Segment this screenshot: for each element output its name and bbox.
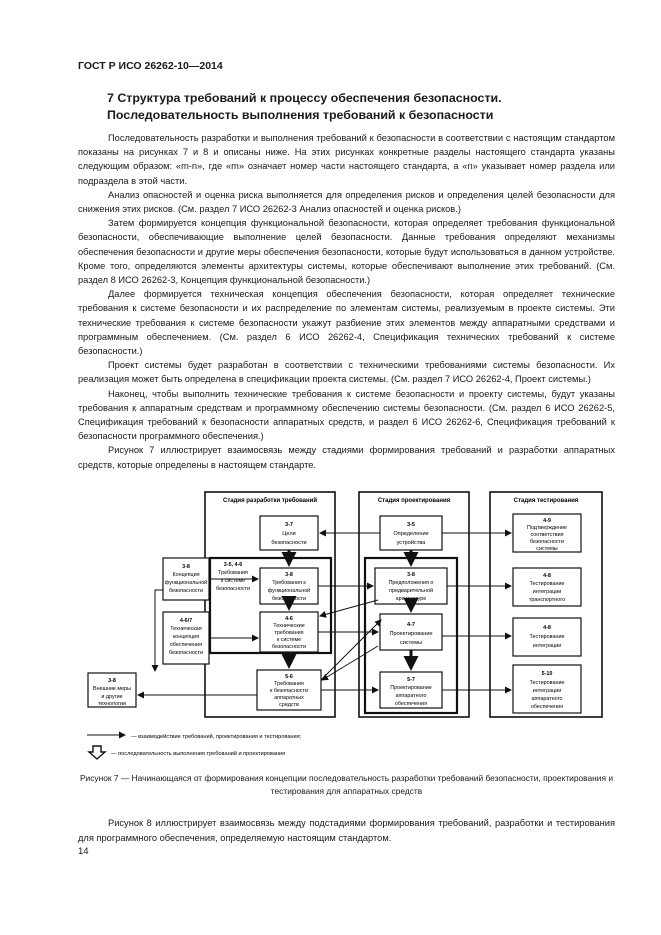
- process-diagram: [85, 490, 610, 765]
- section-title: [107, 90, 587, 124]
- svg-text:5-7Проектированиеаппаратногооб: 5-7 Проектирование аппаратного обеспечения: [390, 677, 432, 707]
- svg-text:4-7Проектированиесистемы: 4-7 Проектирование системы: [389, 622, 433, 646]
- paragraph-4: Далее формируется техническая концепция обеспечения безопасности, которая определяет технические требования к системе безопасности и их распределение по элементам системы, реализуемым в проекте системы. Эти технические требования к системе безопасности укажут разбиение этих элементов между аппаратными средствами и программным обеспечением. (См. раздел 6 ИСО 26262-4, Спецификация технических требований к системе безопасности.): [78, 289, 615, 357]
- paragraph-6: Наконец, чтобы выполнить технические требования к системе безопасности и проекту системы, будут указаны требования к аппаратным средствам и программному обеспечению системы безопасности. (См. раздел 6 ИСО 26262-5, Спецификация требований к безопасности аппаратных средств, и раздел 6 ИСО 26262-6, Спецификация требований к безопасности программного обеспечения.): [78, 388, 615, 442]
- box-5-10-hardware-integration-test: [513, 665, 581, 713]
- box-4-8-system-integration-test: [513, 618, 581, 656]
- figure-caption: Рисунок 7 — Начинающаяся от формирования концепции последовательность разработки требований безопасности, проектирования и тестирования для аппаратных средств: [79, 773, 614, 796]
- svg-text:4-8Тестированиеинтеграциитранс: 4-8 Тестирование интеграции транспортного: [528, 573, 566, 603]
- stage-header-testing: Стадия тестирования: [513, 498, 579, 504]
- legend-interaction: [87, 733, 302, 740]
- svg-text:3-8Предположения опредваритель: 3-8 Предположения о предварительной архитектуре: [388, 572, 434, 602]
- section-title-line-2: Последовательность выполнения требований к безопасности: [107, 108, 494, 122]
- svg-text:3-8Концепцияфункциональнойбезо: 3-8 Концепция функциональной безопасности: [164, 564, 208, 594]
- svg-text:3-7Целибезопасности: 3-7 Цели безопасности: [271, 522, 307, 546]
- figure-7: [85, 490, 610, 770]
- svg-text:3-8Внешние мерыи другиетехноло: 3-8 Внешние меры и другие технологии: [93, 678, 131, 707]
- svg-text:5-6Требованияк безопасностиапп: 5-6 Требования к безопасности аппаратных средств: [270, 674, 308, 708]
- svg-text:4-8Тестированиеинтеграции: 4-8 Тестирование интеграции: [529, 625, 565, 649]
- svg-text:4-9Подтверждениесоответствиябе: 4-9 Подтверждение соответствия безопасности системы: [527, 518, 567, 552]
- paragraph-1: Последовательность разработки и выполнения требований к безопасности в соответствии с настоящим стандартом показаны на рисунках 7 и 8 и описаны ниже. На этих рисунках конкретные разделы настоящего стандарта указаны следующим образом: «m-n», где «m» означает номер части настоящего стандарта, а «n» указывает номер раздела или подраздела в этой части.: [78, 133, 615, 186]
- paragraph-8: Рисунок 8 иллюстрирует взаимосвязь между подстадиями формирования требований, разработки и тестирования для программного обеспечения, определяемую настоящим стандартом.: [78, 818, 615, 843]
- label-3-5-4-6-system-requirements: 3-5, 4-6 Требования к системе безопасности: [215, 562, 251, 592]
- svg-text:3-5Определениеустройства: 3-5 Определение устройства: [393, 522, 429, 546]
- page-number: 14: [78, 846, 89, 857]
- svg-text:— взаимодействие требований, п: — взаимодействие требований, проектирования и тестирования;: [131, 734, 302, 740]
- svg-text:4-6Техническиетребованияк сист: 4-6 Технические требования к системе безопасности: [271, 616, 307, 650]
- box-3-5-item-definition: [380, 516, 442, 550]
- paragraph-3: Затем формируется концепция функциональной безопасности, которая определяет требования функциональной безопасности, обеспечивающие выполнение целей безопасности. Данные требования определяют механизмы обеспечения безопасности и другие меры обеспечения безопасности, которые будут использоваться в данном устройстве. Кроме того, определяются элементы архитектуры системы, которые обеспечивают выполнение этих требований. (См. раздел 8 ИСО 26262-3, Концепция функциональной безопасности.): [78, 218, 615, 286]
- box-3-7-safety-goals: [260, 516, 318, 550]
- box-3-8-external-measures: [88, 673, 136, 707]
- box-5-7-hardware-design: [380, 672, 442, 708]
- section-title-line-1: 7 Структура требований к процессу обеспечения безопасности.: [107, 91, 502, 105]
- box-3-8-functional-concept: [163, 558, 209, 600]
- body-text: [78, 131, 615, 472]
- box-4-6-7-technical-concept: [163, 612, 209, 664]
- paragraph-5: Проект системы будет разработан в соответствии с техническими требованиями системы безопасности. Их реализация может быть определена в спецификации проекта системы. (См. раздел 7 ИСО 26262-4, Проект системы.): [78, 360, 615, 385]
- svg-text:5-10Тестированиеинтеграцииаппа: 5-10 Тестирование интеграции аппаратного обеспечения: [529, 671, 565, 710]
- box-4-9-safety-validation: [513, 514, 581, 552]
- box-3-8-preliminary-architecture: [375, 568, 447, 604]
- stage-header-requirements: Стадия разработки требований: [222, 498, 318, 504]
- paragraph-7: Рисунок 7 иллюстрирует взаимосвязь между стадиями формирования требований и разработки аппаратных средств, которые определены в настоящем стандарте.: [78, 445, 615, 470]
- box-4-6-technical-requirements: [260, 612, 318, 652]
- box-3-8-functional-requirements: [260, 568, 318, 604]
- stage-header-design: Стадия проектирования: [377, 498, 451, 504]
- box-4-7-system-design: [380, 614, 442, 650]
- legend-sequence: [89, 746, 285, 759]
- page-header: ГОСТ Р ИСО 26262-10—2014: [78, 60, 223, 72]
- box-5-6-hardware-requirements: [257, 670, 321, 710]
- svg-text:3-8Требования кфункциональнойб: 3-8 Требования к функциональной безопасности: [267, 572, 311, 602]
- svg-text:— последовательность выполнени: — последовательность выполнения требований и проектирования: [111, 751, 286, 757]
- svg-text:4-6/7Техническаяконцепцияобесп: 4-6/7 Техническая концепция обеспечения безопасности: [168, 618, 204, 656]
- paragraph-2: Анализ опасностей и оценка риска выполняется для определения рисков и определения целей безопасности для снижения этих рисков. (См. раздел 7 ИСО 26262-3 Анализ опасностей и оценка рисков.): [78, 189, 615, 215]
- box-4-8-vehicle-integration-test: [513, 568, 581, 606]
